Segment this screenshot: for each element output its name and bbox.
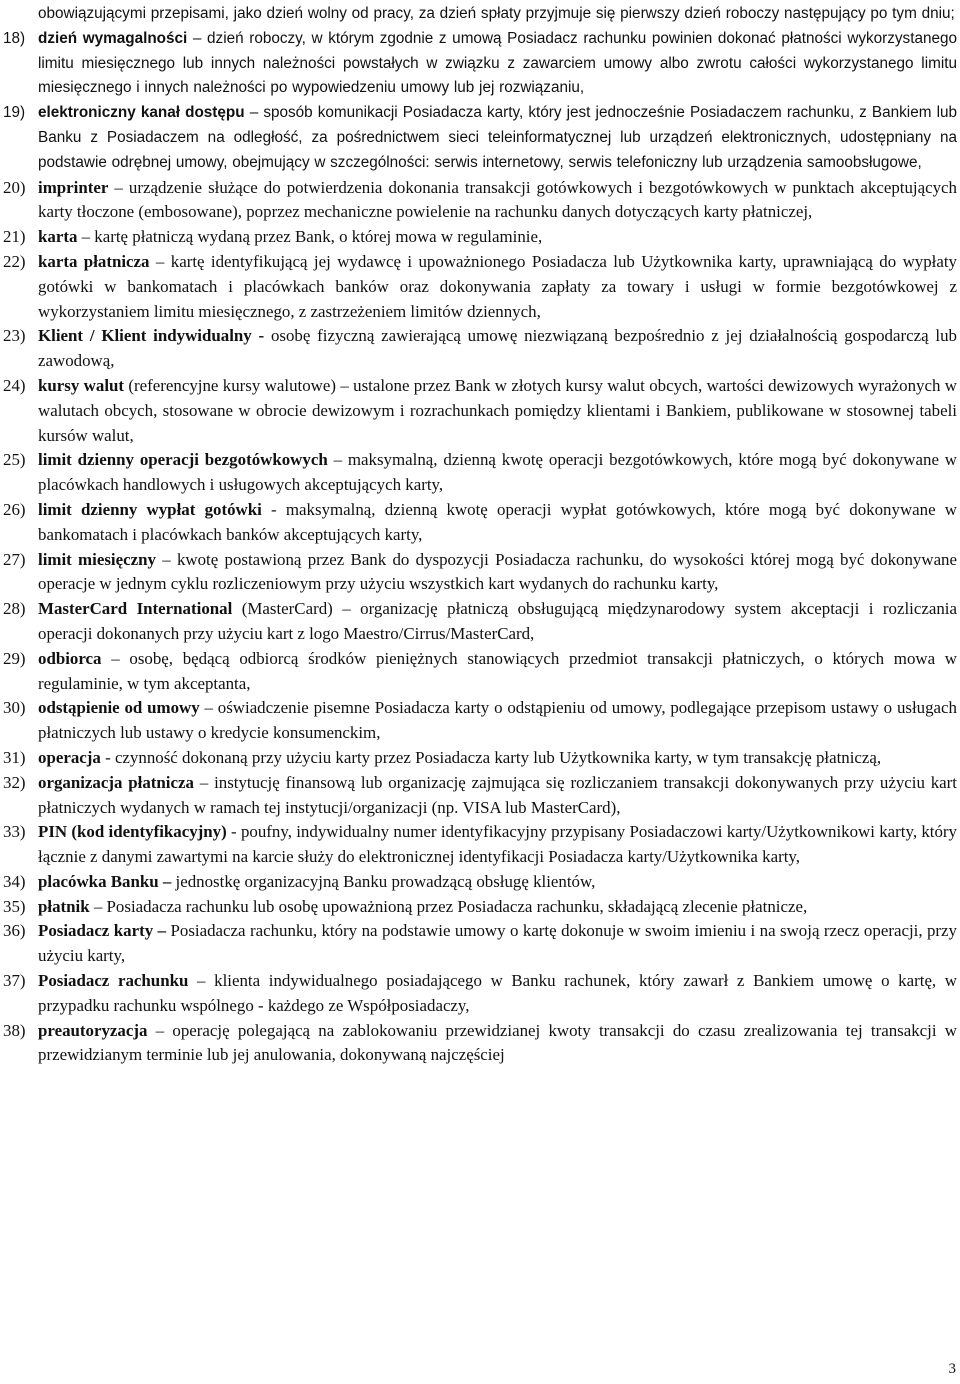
definition-separator: -: [261, 499, 286, 519]
page-number: 3: [948, 1361, 956, 1378]
definition-body: osobę fizyczną zawierającą umowę niezwiązaną bezpośrednio z jej działalnością gospodarczą lub zawodową,: [38, 326, 957, 371]
definition-body: oświadczenie pisemne Posiadacza karty o odstąpieniu od umowy, podlegające przepisom ustawy o usługach płatniczych lub ustawy o kredycie konsumenckim,: [38, 698, 957, 743]
definition-separator: –: [101, 648, 130, 668]
definition-body: (MasterCard) – organizację płatniczą obsługującą międzynarodowy system akceptacji i rozliczania operacji dokonanych przy użyciu kart z logo Maestro/Cirrus/MasterCard,: [38, 599, 957, 643]
definition-separator: –: [199, 698, 218, 718]
definition-term: karta płatnicza: [38, 251, 150, 271]
definition-item: [0, 771, 960, 821]
definition-item: [0, 176, 960, 226]
definition-item: [0, 498, 960, 548]
definition-body: Posiadacza rachunku, który na podstawie umowy o kartę dokonuje w swoim imieniu i na swoją rzecz operacji, przy użyciu karty,: [38, 921, 957, 966]
definition-number: 38): [3, 1020, 26, 1040]
definition-body: kwotę postawioną przez Bank do dyspozycji Posiadacza rachunku, do wysokości której mogą być dokonywane operacje w jednym cyklu rozliczeniowym przy użyciu wszystkich kart wydanych do rachunku karty,: [38, 549, 958, 594]
definition-term: płatnik: [38, 896, 90, 916]
definition-separator: –: [147, 1020, 173, 1040]
definition-item: [0, 647, 960, 697]
definition-body: operację polegającą na zablokowaniu przewidzianej kwoty transakcji do czasu zrealizowania tej transakcji w przewidzianym terminie lub jej anulowania, dokonywaną najczęściej: [38, 1020, 958, 1065]
definition-number: 19): [3, 104, 26, 122]
definition-separator: -: [100, 747, 115, 767]
definition-body: maksymalną, dzienną kwotę operacji wypłat gotówkowych, które mogą być dokonywane w bankomatach i placówkach banków akceptujących karty,: [38, 499, 958, 544]
definition-separator: [264, 326, 271, 345]
definition-item: [0, 27, 960, 101]
definition-number: 25): [3, 450, 26, 470]
definition-body: urządzenie służące do potwierdzenia dokonania transakcji gotówkowych i bezgotówkowych w punktach akceptujących karty tłoczone (embosowane), poprzez mechaniczne powielenie na rachunku danych dotyczących karty płatniczej,: [38, 177, 957, 222]
definition-term: odbiorca: [38, 648, 102, 668]
definition-term: organizacja płatnicza: [38, 772, 194, 792]
definition-term: operacja: [38, 747, 101, 767]
definition-number: 28): [3, 599, 26, 619]
definition-body: dzień roboczy, w którym zgodnie z umową Posiadacz rachunku powinien dokonać płatności wykorzystanego limitu miesięcznego lub innych należności powstałych w związku z zawarciem umowy albo zwrotu całości wykorzystanego limitu miesięcznego i innych należności po wypowiedzeniu umowy lub jej rozwiązaniu,: [38, 29, 957, 97]
continuation-line-1: obowiązującymi przepisami, jako dzień wolny od pracy, za dzień spłaty przyjmuje się pierwszy dzień: [38, 5, 726, 22]
definition-item: [0, 696, 960, 746]
definition-term: karta: [38, 227, 78, 247]
definition-number: 21): [3, 227, 26, 247]
definition-item: [0, 746, 960, 771]
definition-number: 27): [3, 549, 26, 569]
definition-separator: –: [89, 896, 107, 916]
definition-item: [0, 870, 960, 895]
definition-body: klienta indywidualnego posiadającego w Banku rachunek, który zawarł z Bankiem umowę o kartę, w przypadku rachunku wspólnego - każdego ze Współposiadaczy,: [38, 971, 958, 1015]
definition-term: Klient / Klient indywidualny -: [38, 326, 265, 346]
definition-item: [0, 597, 960, 647]
definition-separator: -: [226, 822, 241, 842]
definition-body: poufny, indywidualny numer identyfikacyjny przypisany Posiadaczowi karty/Użytkownikowi karty, który łącznie z danymi zawartymi na karcie służy do elektronicznej identyfikacji Posiadacza karty/Użytkownika karty,: [38, 822, 957, 867]
definition-separator: –: [244, 104, 264, 122]
definition-number: 35): [3, 896, 26, 916]
definition-number: 22): [3, 251, 26, 271]
definition-body: kartę płatniczą wydaną przez Bank, o której mowa w regulaminie,: [94, 227, 543, 247]
definition-item: [0, 820, 960, 870]
definition-number: 24): [3, 375, 26, 395]
definition-separator: [232, 599, 241, 618]
definition-item: [0, 250, 960, 324]
definition-body: czynność dokonaną przy użyciu karty przez Posiadacza karty lub Użytkownika karty, w tym transakcję płatniczą,: [114, 747, 882, 767]
definition-term: Posiadacz rachunku: [38, 971, 189, 991]
definition-number: 23): [3, 326, 26, 346]
definition-number: 34): [3, 871, 26, 891]
definition-term: MasterCard International: [38, 599, 233, 619]
definition-body: kartę identyfikującą jej wydawcę i upoważnionego Posiadacza lub Użytkownika karty, uprawniającą do wypłaty gotówki w bankomatach i placówkach banków oraz dokonywania zapłaty za towary i usługi w formie bezgotówkowej z wykorzystaniem limitu miesięcznego, z zastrzeżeniem limitów dziennych,: [38, 251, 958, 321]
definition-separator: –: [149, 251, 171, 271]
definition-term: PIN (kod identyfikacyjny): [38, 822, 227, 842]
continuation-line-2: roboczy następujący po tym dniu;: [725, 5, 955, 22]
definition-number: 29): [3, 648, 26, 668]
definition-separator: –: [155, 549, 177, 569]
definition-item: [0, 548, 960, 598]
definition-body: osobę, będącą odbiorcą środków pieniężnych stanowiących przedmiot transakcji płatniczych, o których mowa w regulaminie, w tym akceptanta,: [38, 648, 957, 693]
definition-separator: –: [188, 971, 215, 991]
definition-body: instytucję finansową lub organizację zajmująca się rozliczaniem transakcji dokonywanych przy użyciu kart płatniczych wydanych w ramach tej instytucji/organizacji (np. VISA lub MasterCard),: [38, 772, 957, 817]
definition-item: [0, 225, 960, 250]
definition-separator: –: [77, 227, 95, 247]
continuation-text: [0, 2, 960, 27]
definitions-list: [0, 2, 960, 1068]
definition-body: maksymalną, dzienną kwotę operacji bezgotówkowych, które mogą być dokonywane w placówkach handlowych i usługowych akceptujących karty,: [38, 450, 958, 495]
definition-number: 18): [3, 29, 26, 47]
definition-number: 32): [3, 772, 26, 792]
definition-body: sposób komunikacji Posiadacza karty, który jest jednocześnie Posiadaczem rachunku, z Bankiem lub Banku z Posiadaczem na odległość, za pośrednictwem sieci teleinformatycznej lub urządzeń elektronicznych, udostępniany na podstawie odrębnej umowy, obejmujący w szczególności: serwis internetowy, serwis telefoniczny lub urządzenia samoobsługowe,: [38, 104, 957, 171]
definition-term: Posiadacz karty –: [38, 921, 167, 941]
definition-term: elektroniczny kanał dostępu: [38, 104, 245, 122]
definition-item: [0, 374, 960, 448]
definition-term: limit miesięczny: [38, 549, 156, 569]
definition-item: [0, 919, 960, 969]
definition-number: 26): [3, 499, 26, 519]
definition-term: odstąpienie od umowy: [38, 698, 200, 718]
definition-item: [0, 895, 960, 920]
definition-term: dzień wymagalności: [38, 29, 188, 47]
definition-body: (referencyjne kursy walutowe) – ustalone przez Bank w złotych kursy walut obcych, wartości dewizowych wyrażonych w walutach obcych, stosowane w obrocie dewizowym i rozrachunkach pomiędzy klientami i Bankiem, publikowane w stosownej tabeli kursów walut,: [38, 375, 957, 445]
definition-number: 37): [3, 971, 26, 991]
definition-term: placówka Banku –: [38, 871, 172, 891]
definition-number: 31): [3, 747, 26, 767]
definition-term: imprinter: [38, 177, 109, 197]
definition-number: 20): [3, 177, 26, 197]
definition-body: jednostkę organizacyjną Banku prowadzącą obsługę klientów,: [175, 871, 596, 891]
definition-separator: –: [108, 177, 129, 197]
definition-number: 30): [3, 698, 26, 718]
definition-item: [0, 101, 960, 175]
definition-term: limit dzienny wypłat gotówki: [38, 499, 262, 519]
definition-term: kursy walut: [38, 375, 125, 395]
definition-separator: –: [327, 450, 348, 470]
definition-separator: –: [193, 772, 215, 792]
definition-number: 33): [3, 822, 26, 842]
definition-item: [0, 969, 960, 1019]
definition-term: limit dzienny operacji bezgotówkowych: [38, 450, 328, 470]
definition-body: Posiadacza rachunku lub osobę upoważnioną przez Posiadacza rachunku, składającą zlecenie płatnicze,: [106, 896, 808, 916]
definition-term: preautoryzacja: [38, 1020, 148, 1040]
definition-item: [0, 448, 960, 498]
definition-item: [0, 324, 960, 374]
definition-separator: –: [187, 29, 208, 47]
definition-number: 36): [3, 921, 26, 941]
definition-item: [0, 1019, 960, 1069]
